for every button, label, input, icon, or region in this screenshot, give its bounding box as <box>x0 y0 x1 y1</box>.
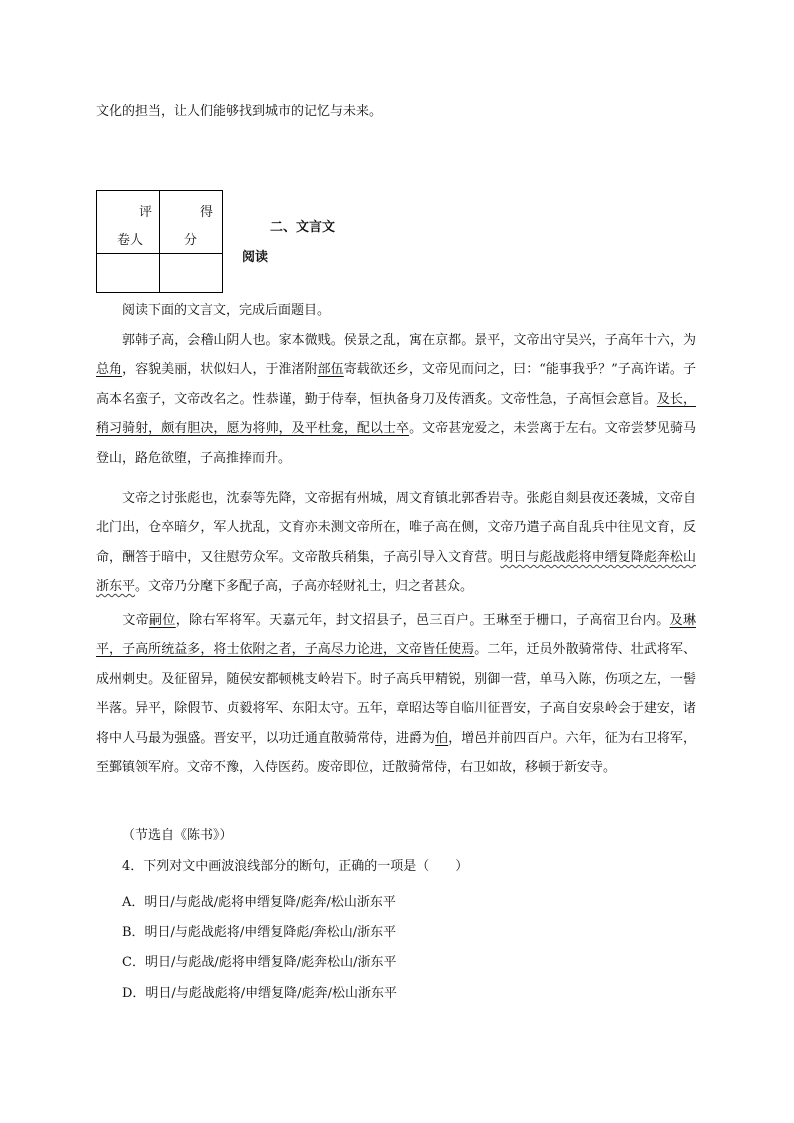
option-c: C．明日/与彪战/彪将申缙复降/彪奔松山/浙东平 <box>122 955 397 970</box>
source-note: （节选自《陈书》） <box>122 828 233 843</box>
instruction: 阅读下面的文言文，完成后面题目。 <box>122 303 331 318</box>
paragraph-2: 文帝之讨张彪也，沈泰等先降，文帝据有州城，周文育镇北郭香岩寺。张彪自剡县夜还袭城，文帝自北门出，仓卒暗夕，军人扰乱，文育亦未测文帝所在，唯子高在侧，文帝乃遣子高自乱兵中往见文育，反命，酬答于暗中，又往慰劳众军。文帝散兵稍集，子高引导入文育营。明日与彪战彪将申缙复降彪奔松山浙东平。文帝乃分麾下多配子高，子高亦轻财礼士，归之者甚众。 <box>96 491 696 595</box>
section-title: 二、文言文 <box>270 220 336 235</box>
underlined-term: 伯 <box>435 730 449 746</box>
underlined-sentence: 及琳平，子高所统益多，将士依附之者，子高尽力论进，文帝皆任使焉 <box>96 613 696 658</box>
underlined-term: 部伍 <box>317 362 344 378</box>
paragraph-3: 文帝嗣位，除右军将军。天嘉元年，封文招县子，邑三百户。王琳至于栅口，子高宿卫台内。及琳平，子高所统益多，将士依附之者，子高尽力论进，文帝皆任使焉。二年，迁员外散骑常侍、壮武将军、成州刺史。及征留异，随侯安都顿桃支岭岩下。时子高兵甲精锐，别御一营，单马入陈，伤项之左，一髻半落。异平，除假节、贞毅将军、东阳太守。五年，章昭达等自临川征晋安，子高自安泉岭会于建安，诸将中人马最为强盛。晋安平，以功迁通直散骑常侍，进爵为伯，增邑并前四百户。六年，征为右卫将军，至鄞镇领军府。文帝不豫，入侍医药。废帝即位，迁散骑常侍，右卫如故，移顿于新安寺。 <box>96 613 696 776</box>
intro-line: 文化的担当，让人们能够找到城市的记忆与未来。 <box>96 104 383 119</box>
option-b: B．明日/与彪战彪将/申缙复降彪/奔松山/浙东平 <box>122 925 397 940</box>
underlined-term: 总角 <box>96 362 123 378</box>
underlined-sentence: 及长，稍习骑射，颇有胆决，愿为将帅，及平杜龛，配以士卒 <box>96 391 696 437</box>
score-header-score: 得 分 <box>160 191 223 254</box>
section-title-cont: 阅读 <box>242 250 269 265</box>
score-cell-score <box>160 254 223 293</box>
option-d: D．明日/与彪战彪将/申缙复降/彪奔/松山浙东平 <box>122 986 397 1001</box>
paragraph-1: 郭韩子高，会稽山阴人也。家本微贱。侯景之乱，寓在京都。景平，文帝出守吴兴，子高年十六，为总角，容貌美丽，状似妇人，于淮渚附部伍寄载欲还乡，文帝见而问之，曰：“能事我乎？”子高许诺。子高本名蛮子，文帝改名之。性恭谨，勤于侍奉，恒执备身刀及传酒炙。文帝性急，子高恒会意旨。及长，稍习骑射，颇有胆决，愿为将帅，及平杜龛，配以士卒。文帝甚宠爱之，未尝离于左右。文帝尝梦见骑马登山，路危欲堕，子高推捧而升。 <box>96 333 696 466</box>
underlined-term: 嗣位 <box>149 613 176 628</box>
question-stem: 4．下列对文中画波浪线部分的断句，正确的一项是（ ） <box>122 859 469 874</box>
score-box <box>96 190 223 293</box>
option-a: A．明日/与彪战/彪将申缙复降/彪奔/松山浙东平 <box>122 895 396 910</box>
score-header-grader: 评 卷人 <box>97 191 160 254</box>
wavy-underlined-sentence: 明日与彪战彪将申缙复降彪奔松山浙东平 <box>96 549 696 595</box>
score-cell-grader <box>97 254 160 293</box>
